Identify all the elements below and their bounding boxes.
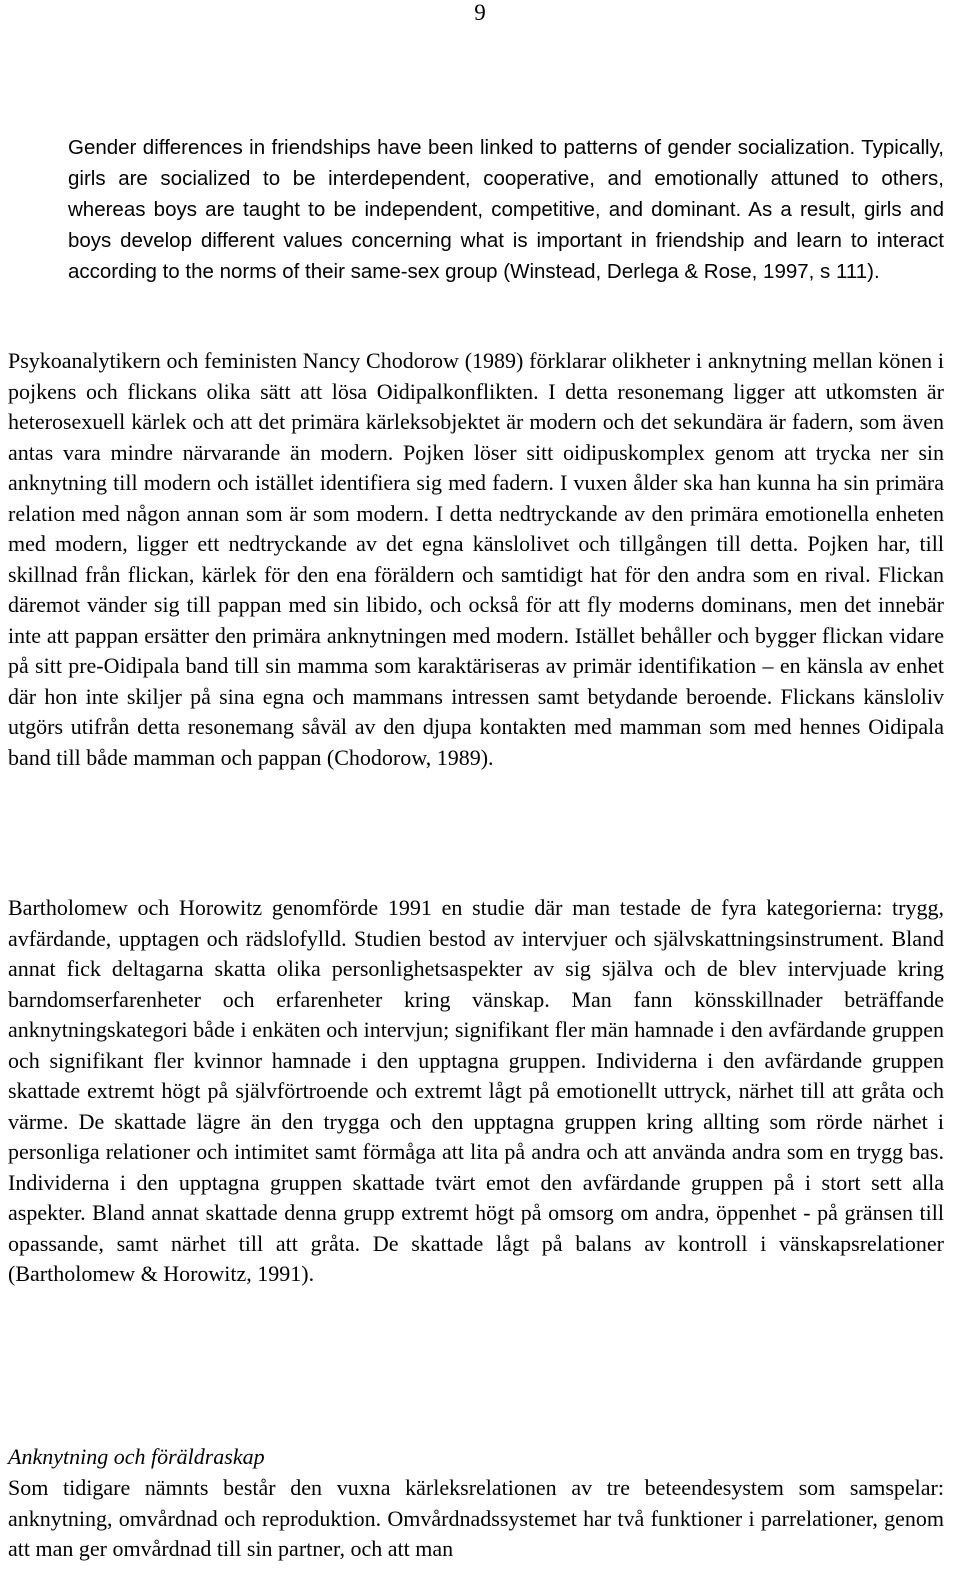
body-paragraph-chodorow: Psykoanalytikern och feministen Nancy Chodorow (1989) förklarar olikheter i anknytning mellan könen i pojkens och flickans olika sätt att lösa Oidipalkonflikten. I detta resonemang ligger att utkomsten är heterosexuell kärlek och att det primära kärleksobjektet är modern och det sekundära är fadern, som även antas vara mindre närvarande än modern. Pojken löser sitt oidipuskomplex genom att trycka ner sin anknytning till modern och istället identifiera sig med fadern. I vuxen ålder ska han kunna ha sin primära relation med någon annan som är som modern. I detta nedtryckande av den primära emotionella enheten med modern, ligger ett nedtryckande av det egna känslolivet och tillgången till detta. Pojken har, till skillnad från flickan, kärlek för den ena föräldern och samtidigt hat för den andra som en rival. Flickan däremot vänder sig till pappan med sin libido, och också för att fly moderns dominans, men det innebär inte att pappan ersätter den primära anknytningen med modern. Istället behåller och bygger flickan vidare på sitt pre-Oidipala band till sin mamma som karaktäriseras av primär identifikation – en känsla av enhet där hon inte skiljer på sina egna och mammans intressen samt betydande beroende. Flickans känsloliv utgörs utifrån detta resonemang såväl av den djupa kontakten med mamman som med hennes Oidipala band till både mamman och pappan (Chodorow, 1989).: [8, 348, 944, 770]
block-quote: Gender differences in friendships have been linked to patterns of gender socialization. Typically, girls are socialized to be interdependent, cooperative, and emotionally attuned to others, whereas boys are taught to be independent, competitive, and dominant. As a result, girls and boys develop different values concerning what is important in friendship and learn to interact according to the norms of their same-sex group (Winstead, Derlega & Rose, 1997, s 111).: [68, 136, 944, 283]
page-number: 9: [474, 0, 486, 25]
body-paragraph-bartholomew: Bartholomew och Horowitz genomförde 1991 en studie där man testade de fyra kategorierna: trygg, avfärdande, upptagen och rädslofylld. Studien bestod av intervjuer och självskattningsinstrument. Bland annat fick deltagarna skatta olika personlighetsaspekter av sig själva och de blev intervjuade kring barndomserfarenheter och erfarenheter kring vänskap. Man fann könsskillnader beträffande anknytningskategori både i enkäten och intervjun; signifikant fler män hamnade i den avfärdande gruppen och signifikant fler kvinnor hamnade i den upptagna gruppen. Individerna i den avfärdande gruppen skattade extremt högt på självförtroende och extremt lågt på emotionellt uttryck, närhet till att gråta och värme. De skattade lägre än den trygga och den upptagna gruppen kring allting som rörde närhet i personliga relationer och intimitet samt förmåga att lita på andra och att använda andra som en trygg bas. Individerna i den upptagna gruppen skattade tvärt emot den avfärdande gruppen på i stort sett alla aspekter. Bland annat skattade denna grupp extremt högt på omsorg om andra, öppenhet - på gränsen till opassande, samt närhet till att gråta. De skattade lågt på balans av kontroll i vänskapsrelationer (Bartholomew & Horowitz, 1991).: [8, 895, 944, 1286]
section-paragraph: Som tidigare nämnts består den vuxna kärleksrelationen av tre beteendesystem som samspelar: anknytning, omvårdnad och reproduktion. Omvårdnadssystemet har två funktioner i parrelationer, genom att man ger omvårdnad till sin partner, och att man: [8, 1475, 944, 1561]
section-heading: Anknytning och föräldraskap: [8, 1444, 265, 1469]
